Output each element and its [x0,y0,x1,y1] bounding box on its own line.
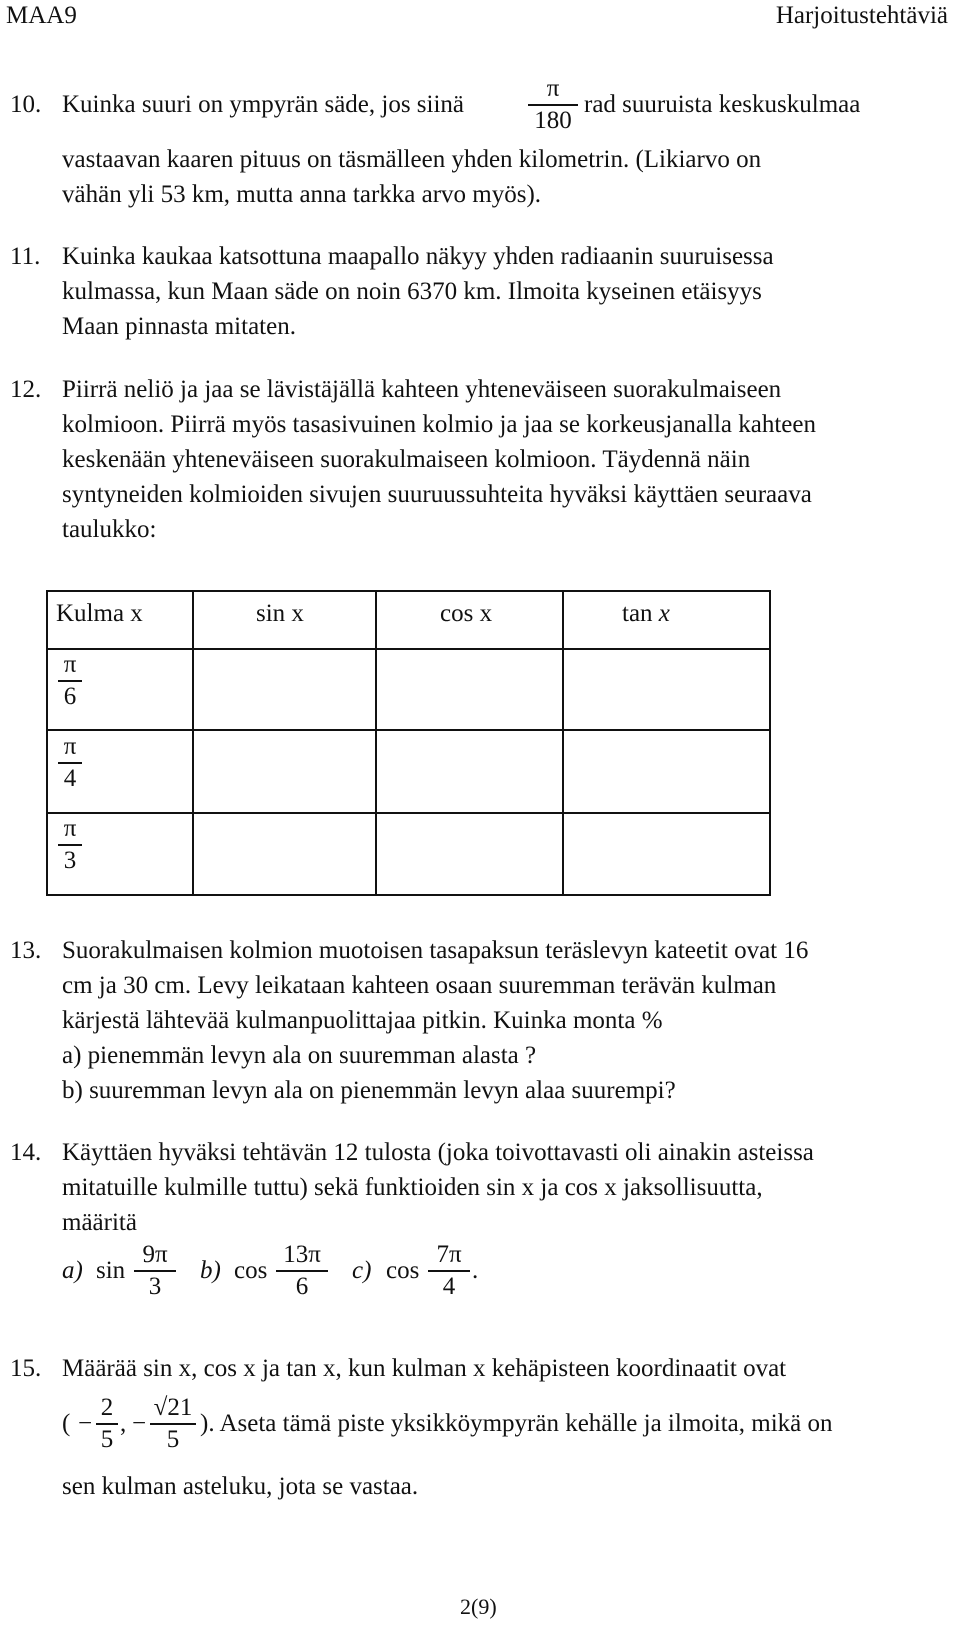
problem-text: taulukko: [62,516,157,543]
item-end: . [472,1257,479,1284]
item-fn-c: cos [386,1257,420,1284]
comma: , [120,1410,127,1437]
header-section: Harjoitustehtäviä [775,2,948,29]
problem-number: 10. [10,91,42,118]
fraction-denominator: 180 [534,106,572,134]
problem-text: Maan pinnasta mitaten. [62,313,296,340]
problem-number: 15. [10,1355,42,1382]
minus-sign-1: − [78,1410,93,1437]
problem-text: Määrää sin x, cos x ja tan x, kun kulman x kehäpisteen koordinaatit ovat [62,1355,787,1382]
problem-number: 11. [10,243,41,270]
item-label-c: c) [352,1257,372,1284]
problem-text: sen kulman asteluku, jota se vastaa. [62,1473,419,1500]
problem-text: Suorakulmaisen kolmion muotoisen tasapaksun teräslevyn kateetit ovat 16 [62,937,809,964]
problem-text: rad suuruista keskuskulmaa [584,91,861,118]
item-fn-a: sin [96,1257,126,1284]
problem-text: Kuinka kaukaa katsottuna maapallo näkyy yhden radiaanin suuruisessa [62,243,774,270]
table-row-angle-pi-6: π 6 [58,650,82,712]
problem-text: b) suuremman levyn ala on pienemmän levyn alaa suurempi? [62,1077,676,1104]
table-header-sin: sin x [256,600,304,627]
item-fn-b: cos [234,1257,268,1284]
problem-text: kärjestä lähtevää kulmanpuolittajaa pitkin. Kuinka monta % [62,1007,663,1034]
table-row-angle-pi-3: π 3 [58,814,82,876]
page-number: 2(9) [460,1594,497,1619]
item-fraction-c: 7π 4 [428,1240,470,1302]
item-label-a: a) [62,1257,83,1284]
problem-text: ). Aseta tämä piste yksikköympyrän kehälle ja ilmoita, mikä on [200,1410,833,1437]
minus-sign-2: − [132,1410,147,1437]
problem-text: vastaavan kaaren pituus on täsmälleen yhden kilometrin. (Likiarvo on [62,146,762,173]
problem-text: a) pienemmän levyn ala on suuremman alasta ? [62,1042,537,1069]
problem-text: kolmioon. Piirrä myös tasasivuinen kolmio ja jaa se korkeusjanalla kahteen [62,411,816,438]
fraction-numerator: π [546,75,560,102]
table-row-angle-pi-4: π 4 [58,732,82,794]
problem-number: 14. [10,1139,42,1166]
item-fraction-a: 9π 3 [134,1240,176,1302]
problem-text: Käyttäen hyväksi tehtävän 12 tulosta (joka toivottavasti oli ainakin asteissa [62,1139,814,1166]
problem-text: syntyneiden kolmioiden sivujen suuruussuhteita hyväksi käyttäen seuraava [62,481,812,508]
problem-number: 12. [10,376,42,403]
problem-text: kulmassa, kun Maan säde on noin 6370 km. Ilmoita kyseinen etäisyys [62,278,762,305]
table-header-angle: Kulma x [56,600,143,627]
table-header-tan: tan x [622,600,670,627]
problem-text: keskenään yhteneväiseen suorakulmaiseen kolmioon. Täydennä näin [62,446,751,473]
problem-text: mitatuille kulmille tuttu) sekä funktioiden sin x ja cos x jaksollisuutta, [62,1174,763,1201]
problem-number: 13. [10,937,42,964]
coordinate-y-fraction: √21 5 [150,1393,196,1455]
item-fraction-b: 13π 6 [276,1240,328,1302]
problem-text: Kuinka suuri on ympyrän säde, jos siinä [62,91,465,118]
header-course: MAA9 [6,2,77,29]
item-label-b: b) [200,1257,221,1284]
problem-text: Piirrä neliö ja jaa se lävistäjällä kahteen yhteneväiseen suorakulmaiseen [62,376,782,403]
coordinate-x-fraction: 2 5 [96,1393,118,1455]
problem-text: määritä [62,1209,137,1236]
problem-text: cm ja 30 cm. Levy leikataan kahteen osaan suuremman terävän kulman [62,972,777,999]
trig-table [46,590,771,896]
open-paren: ( [62,1410,71,1437]
problem-text: vähän yli 53 km, mutta anna tarkka arvo myös). [62,181,542,208]
table-header-cos: cos x [440,600,493,627]
fraction-pi-180 [528,74,578,136]
